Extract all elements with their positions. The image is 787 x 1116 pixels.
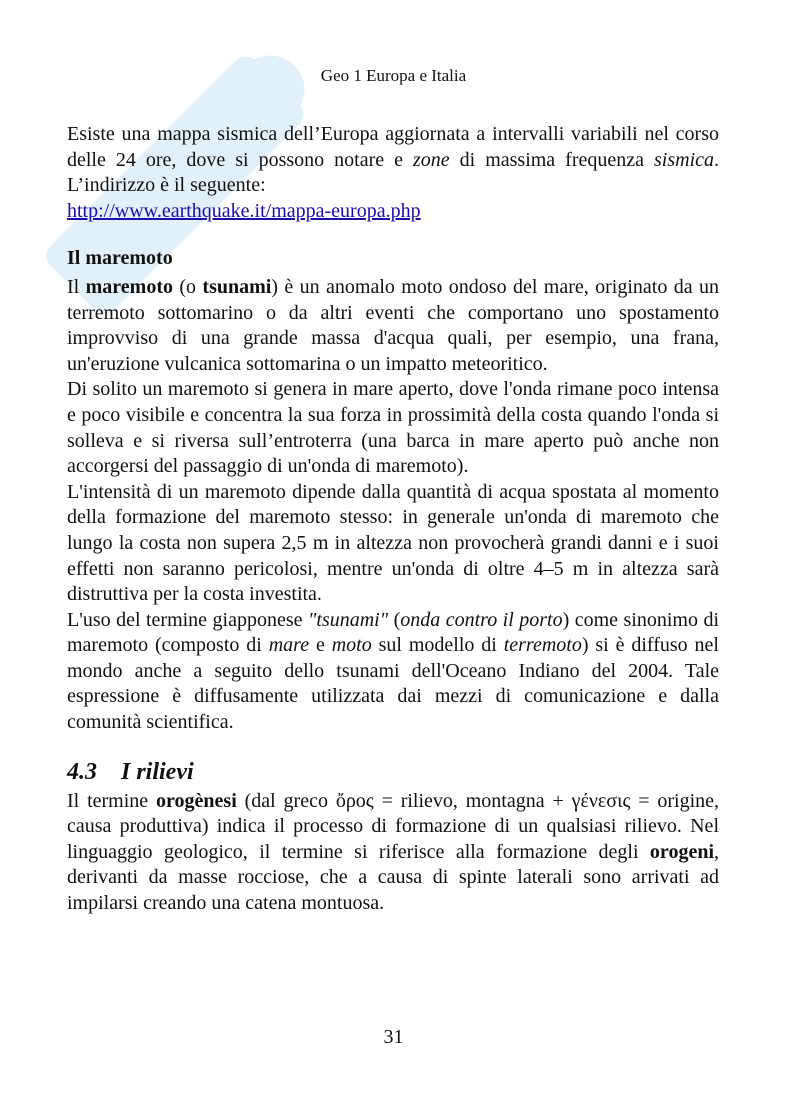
maremoto-heading: Il maremoto [67,247,173,270]
earthquake-map-link[interactable]: http://www.earthquake.it/mappa-europa.php [67,199,421,222]
maremoto-intensity-paragraph: L'intensità di un maremoto dipende dalla quantità di acqua spostata al momento della formazione del maremoto stesso: in generale un'onda di maremoto che lungo la costa non supera 2,5 m in altezza non provocherà grandi danni e i suoi effetti non saranno pericolosi, mentre un'onda di oltre 4–5 m in altezza sarà distruttiva per la costa investita. [67,480,719,606]
running-header: Geo 1 Europa e Italia [320,66,467,85]
section-heading-rilievi [67,757,719,787]
page-body [67,122,719,917]
section-title: I rilievi [121,758,194,785]
page-number: 31 [383,1026,404,1048]
orogenesi-paragraph: Il termine orogènesi (dal greco ὄρος = rilievo, montagna + γένεσις = origine, causa produttiva) indica il processo di formazione di un qualsiasi rilievo. Nel linguaggio geologico, il termine si riferisce alla formazione degli orogeni, derivanti da masse rocciose, che a causa di spinte laterali sono arrivati ad impilarsi creando una catena montuosa. [67,789,719,915]
maremoto-definition-paragraph: Il maremoto (o tsunami) è un anomalo moto ondoso del mare, originato da un terremoto sottomarino o da altri eventi che comportano uno spostamento improvviso di una grande massa d'acqua quali, per esempio, una frana, un'eruzione vulcanica sottomarina o un impatto meteoritico. [67,275,719,375]
seismic-map-paragraph: Esiste una mappa sismica dell’Europa aggiornata a intervalli variabili nel corso delle 24 ore, dove si possono notare e zone di massima frequenza sismica. L’indirizzo è il seguente: http://www.earthquake.it/mappa-europa.php [67,123,719,222]
maremoto-generation-paragraph: Di solito un maremoto si genera in mare aperto, dove l'onda rimane poco intensa e poco visibile e concentra la sua forza in prossimità della costa quando l'onda si solleva e si riversa sull’entroterra (una barca in mare aperto può anche non accorgersi del passaggio di un'onda di maremoto). [67,378,719,478]
tsunami-term-paragraph: L'uso del termine giapponese "tsunami" (onda contro il porto) come sinonimo di maremoto (composto di mare e moto sul modello di terremoto) si è diffuso nel mondo anche a seguito dello tsunami dell'Oceano Indiano del 2004. Tale espressione è diffusamente utilizzata dai mezzi di comunicazione e dalla comunità scientifica. [67,608,720,734]
section-number: 4.3 [67,758,97,785]
